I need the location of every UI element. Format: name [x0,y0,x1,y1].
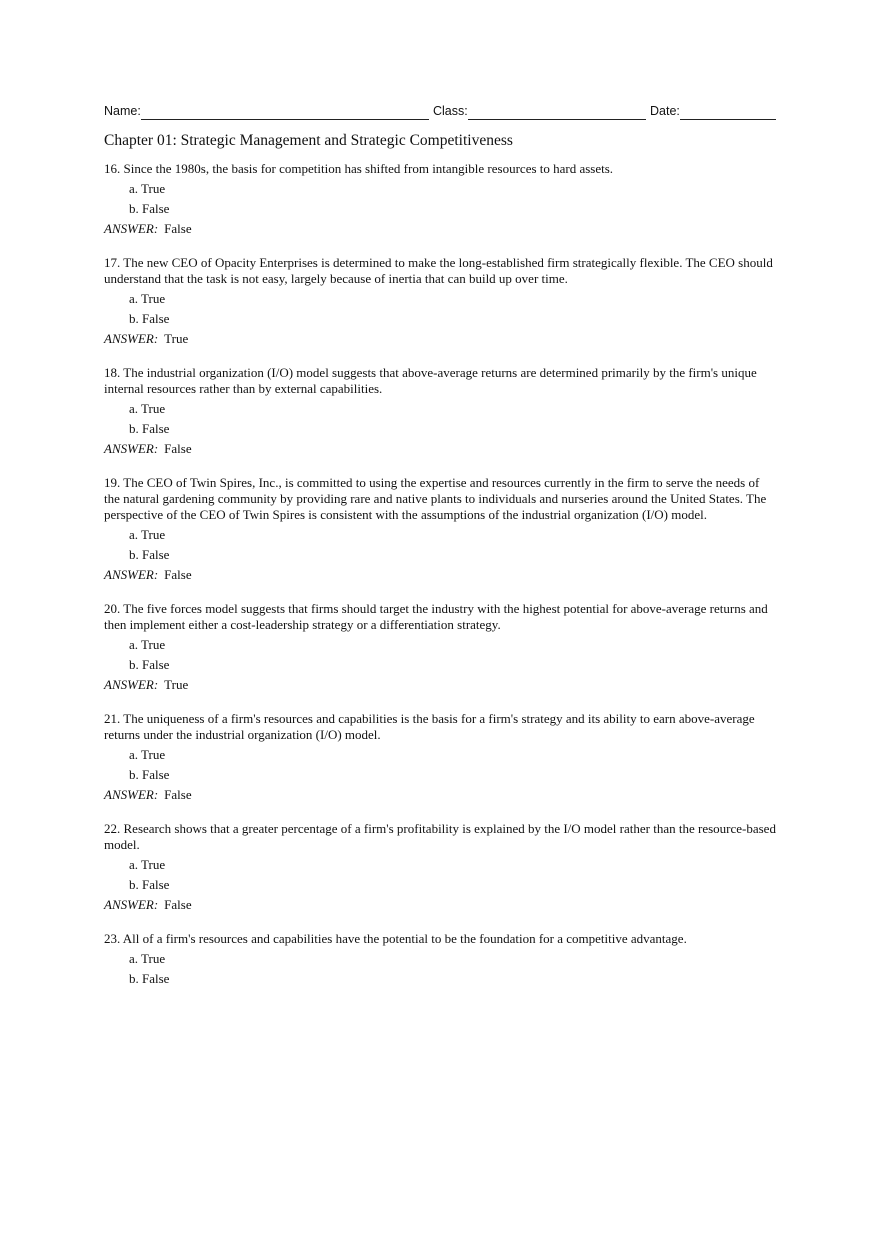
answer-line [104,331,776,347]
option-b: b. False [129,547,170,562]
question-20 [104,601,776,693]
option-b: b. False [129,877,170,892]
answer-value: False [164,567,192,582]
class-label: Class: [433,104,468,118]
question-18 [104,365,776,457]
question-23 [104,931,776,987]
answer-label: ANSWER: [104,441,159,456]
option-a: a. True [129,857,166,872]
question-22 [104,821,776,913]
question-16 [104,161,776,237]
answer-line [104,897,776,913]
question-text: 18. The industrial organization (I/O) model suggests that above-average returns are determined primarily by the firm's unique internal resources rather than by external capabilities. [104,365,757,396]
option-a: a. True [129,637,166,652]
option-a: a. True [129,527,166,542]
date-field-line [680,119,776,120]
name-label: Name: [104,104,141,118]
option-a: a. True [129,951,166,966]
answer-label: ANSWER: [104,677,159,692]
question-text: 19. The CEO of Twin Spires, Inc., is committed to using the expertise and resources currently in the firm to serve the needs of the natural gardening community by providing rare and native plants to individuals and nurseries around the United States. The perspective of the CEO of Twin Spires is consistent with the assumptions of the industrial organization (I/O) model. [104,475,767,522]
option-a: a. True [129,401,166,416]
question-text: 20. The five forces model suggests that firms should target the industry with the highest potential for above-average returns and then implement either a cost-leadership strategy or a differentiation strategy. [104,601,768,632]
option-a: a. True [129,747,166,762]
question-17 [104,255,776,347]
answer-value: False [164,897,192,912]
option-b: b. False [129,971,170,986]
option-a: a. True [129,291,166,306]
date-label: Date: [650,104,680,118]
option-b: b. False [129,767,170,782]
answer-label: ANSWER: [104,221,159,236]
answer-value: True [164,677,189,692]
question-text: 22. Research shows that a greater percentage of a firm's profitability is explained by the I/O model rather than the resource-based model. [104,821,776,852]
option-b: b. False [129,421,170,436]
question-text: 16. Since the 1980s, the basis for competition has shifted from intangible resources to hard assets. [104,161,614,176]
class-field-line [468,119,646,120]
answer-label: ANSWER: [104,897,159,912]
answer-value: False [164,787,192,802]
answer-label: ANSWER: [104,787,159,802]
question-text: 21. The uniqueness of a firm's resources and capabilities is the basis for a firm's strategy and its ability to earn above-average returns under the industrial organization (I/O) model. [104,711,755,742]
question-list [104,161,776,1005]
option-a: a. True [129,181,166,196]
option-b: b. False [129,201,170,216]
answer-value: False [164,221,192,236]
question-21 [104,711,776,803]
question-text: 17. The new CEO of Opacity Enterprises is determined to make the long-established firm strategically flexible. The CEO should understand that the task is not easy, largely because of inertia that can build up over time. [104,255,773,286]
answer-label: ANSWER: [104,331,159,346]
answer-value: True [164,331,189,346]
chapter-title: Chapter 01: Strategic Management and Strategic Competitiveness [104,132,513,149]
answer-line [104,221,776,237]
answer-line [104,677,776,693]
question-19 [104,475,776,583]
answer-line [104,567,776,583]
answer-value: False [164,441,192,456]
student-info-header [104,104,776,122]
answer-line [104,787,776,803]
option-b: b. False [129,311,170,326]
name-field-line [141,119,429,120]
answer-line [104,441,776,457]
question-text: 23. All of a firm's resources and capabilities have the potential to be the foundation for a competitive advantage. [104,931,687,946]
option-b: b. False [129,657,170,672]
answer-label: ANSWER: [104,567,159,582]
